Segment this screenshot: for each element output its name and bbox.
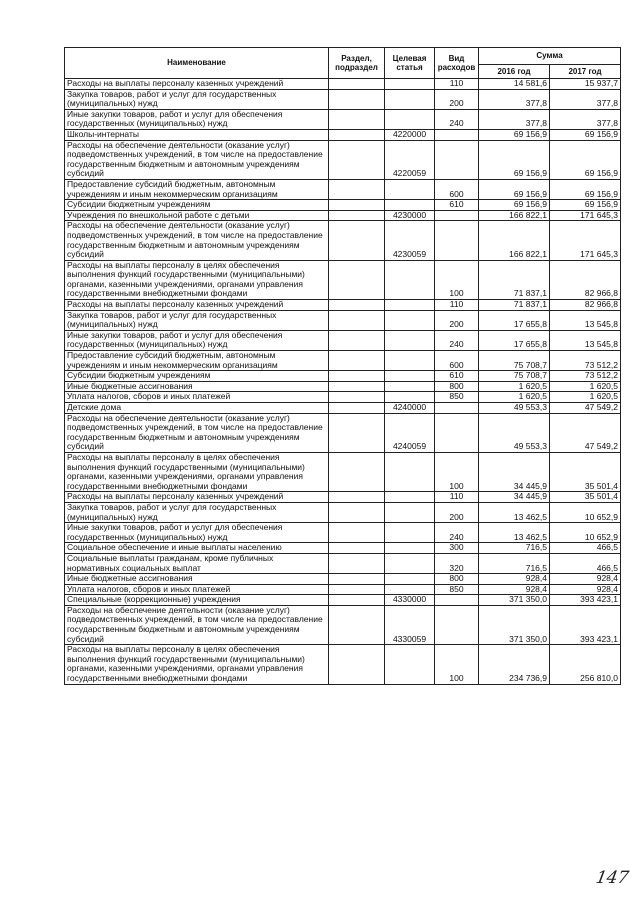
table-row (65, 492, 621, 503)
cell-vr: 800 (435, 381, 479, 392)
cell-name: Закупка товаров, работ и услуг для государственных (муниципальных) нужд (65, 310, 329, 330)
cell-name: Иные закупки товаров, работ и услуг для обеспечения государственных (муниципальных) нужд (65, 109, 329, 129)
table-row (65, 109, 621, 129)
cell-sec (329, 140, 385, 179)
table-row (65, 330, 621, 350)
cell-cs (385, 179, 435, 199)
cell-v2017: 393 423,1 (550, 605, 621, 644)
header-year-2017: 2017 год (550, 65, 621, 79)
cell-name: Закупка товаров, работ и услуг для государственных (муниципальных) нужд (65, 89, 329, 109)
cell-sec (329, 351, 385, 371)
cell-v2016: 1 620,5 (479, 381, 550, 392)
cell-name: Учреждения по внешкольной работе с детьми (65, 210, 329, 221)
cell-v2016: 377,8 (479, 89, 550, 109)
cell-sec (329, 221, 385, 260)
cell-v2016: 716,5 (479, 553, 550, 573)
cell-vr: 800 (435, 574, 479, 585)
cell-vr: 110 (435, 300, 479, 311)
cell-sec (329, 452, 385, 491)
cell-v2016: 716,5 (479, 543, 550, 554)
table-row (65, 381, 621, 392)
cell-name: Предоставление субсидий бюджетным, автономным учреждениям и иным некоммерческим организациям (65, 179, 329, 199)
cell-sec (329, 574, 385, 585)
table-row (65, 645, 621, 684)
cell-vr: 100 (435, 260, 479, 299)
cell-name: Специальные (коррекционные) учреждения (65, 595, 329, 606)
cell-cs: 4330000 (385, 595, 435, 606)
page-number: 147 (594, 868, 631, 888)
table-row (65, 210, 621, 221)
cell-vr: 600 (435, 351, 479, 371)
cell-v2016: 13 462,5 (479, 523, 550, 543)
cell-cs (385, 492, 435, 503)
table-body (65, 79, 621, 685)
table-row (65, 129, 621, 140)
cell-sec (329, 381, 385, 392)
cell-name: Расходы на выплаты персоналу казенных учреждений (65, 79, 329, 90)
cell-cs (385, 109, 435, 129)
cell-vr (435, 210, 479, 221)
cell-cs: 4330059 (385, 605, 435, 644)
cell-cs (385, 330, 435, 350)
cell-v2016: 928,4 (479, 574, 550, 585)
cell-v2016: 69 156,9 (479, 200, 550, 211)
cell-v2017: 47 549,2 (550, 413, 621, 452)
cell-v2017: 69 156,9 (550, 179, 621, 199)
header-sum: Сумма (479, 48, 621, 65)
cell-v2016: 17 655,8 (479, 330, 550, 350)
cell-name: Субсидии бюджетным учреждениям (65, 371, 329, 382)
cell-v2017: 10 652,9 (550, 523, 621, 543)
table-row (65, 300, 621, 311)
cell-vr: 300 (435, 543, 479, 554)
cell-v2016: 14 581,6 (479, 79, 550, 90)
cell-v2017: 393 423,1 (550, 595, 621, 606)
cell-vr: 200 (435, 310, 479, 330)
cell-cs (385, 502, 435, 522)
budget-table (64, 47, 621, 685)
cell-v2017: 82 966,8 (550, 300, 621, 311)
table-row (65, 523, 621, 543)
cell-name: Расходы на обеспечение деятельности (оказание услуг) подведомственных учреждений, в том числе на предоставление государственным бюджетным и автономным учреждениям субсидий (65, 221, 329, 260)
cell-v2017: 69 156,9 (550, 140, 621, 179)
cell-vr: 200 (435, 502, 479, 522)
cell-v2016: 166 822,1 (479, 210, 550, 221)
cell-name: Социальное обеспечение и иные выплаты населению (65, 543, 329, 554)
cell-cs (385, 371, 435, 382)
cell-v2017: 256 810,0 (550, 645, 621, 684)
cell-vr: 110 (435, 492, 479, 503)
cell-sec (329, 413, 385, 452)
cell-v2016: 71 837,1 (479, 260, 550, 299)
table-row (65, 200, 621, 211)
header-section: Раздел, подраздел (329, 48, 385, 79)
cell-vr: 850 (435, 584, 479, 595)
table-row (65, 574, 621, 585)
cell-sec (329, 492, 385, 503)
cell-vr: 100 (435, 452, 479, 491)
cell-name: Расходы на обеспечение деятельности (оказание услуг) подведомственных учреждений, в том числе на предоставление государственным бюджетным и автономным учреждениям субсидий (65, 140, 329, 179)
cell-name: Иные закупки товаров, работ и услуг для обеспечения государственных (муниципальных) нужд (65, 330, 329, 350)
cell-cs (385, 351, 435, 371)
cell-sec (329, 330, 385, 350)
cell-vr (435, 403, 479, 414)
cell-cs (385, 452, 435, 491)
table-row (65, 502, 621, 522)
cell-name: Расходы на выплаты персоналу казенных учреждений (65, 300, 329, 311)
cell-name: Расходы на обеспечение деятельности (оказание услуг) подведомственных учреждений, в том числе на предоставление государственным бюджетным и автономным учреждениям субсидий (65, 605, 329, 644)
cell-vr: 600 (435, 179, 479, 199)
cell-v2016: 69 156,9 (479, 140, 550, 179)
table-row (65, 179, 621, 199)
header-year-2016: 2016 год (479, 65, 550, 79)
cell-sec (329, 553, 385, 573)
cell-v2016: 1 620,5 (479, 392, 550, 403)
cell-cs (385, 392, 435, 403)
cell-cs: 4230000 (385, 210, 435, 221)
cell-v2017: 13 545,8 (550, 330, 621, 350)
cell-vr: 240 (435, 523, 479, 543)
cell-v2016: 49 553,3 (479, 403, 550, 414)
cell-cs (385, 574, 435, 585)
cell-v2016: 234 736,9 (479, 645, 550, 684)
cell-cs: 4240000 (385, 403, 435, 414)
cell-sec (329, 403, 385, 414)
cell-cs (385, 523, 435, 543)
cell-cs (385, 200, 435, 211)
cell-sec (329, 260, 385, 299)
header-name: Наименование (65, 48, 329, 79)
cell-v2016: 371 350,0 (479, 595, 550, 606)
cell-vr: 610 (435, 200, 479, 211)
cell-cs: 4240059 (385, 413, 435, 452)
cell-vr (435, 129, 479, 140)
cell-sec (329, 129, 385, 140)
cell-vr: 320 (435, 553, 479, 573)
table-row (65, 310, 621, 330)
cell-v2017: 466,5 (550, 553, 621, 573)
cell-sec (329, 502, 385, 522)
cell-cs: 4220000 (385, 129, 435, 140)
cell-vr: 240 (435, 330, 479, 350)
cell-v2016: 13 462,5 (479, 502, 550, 522)
cell-name: Субсидии бюджетным учреждениям (65, 200, 329, 211)
cell-name: Школы-интернаты (65, 129, 329, 140)
cell-vr: 850 (435, 392, 479, 403)
cell-v2016: 69 156,9 (479, 129, 550, 140)
cell-cs (385, 381, 435, 392)
table-row (65, 221, 621, 260)
header-target: Целевая статья (385, 48, 435, 79)
cell-cs (385, 300, 435, 311)
cell-v2017: 928,4 (550, 574, 621, 585)
table-row (65, 403, 621, 414)
cell-cs (385, 89, 435, 109)
header-expense-type: Вид расходов (435, 48, 479, 79)
cell-v2016: 34 445,9 (479, 492, 550, 503)
cell-v2017: 171 645,3 (550, 221, 621, 260)
cell-sec (329, 584, 385, 595)
cell-v2016: 928,4 (479, 584, 550, 595)
cell-name: Социальные выплаты гражданам, кроме публичных нормативных социальных выплат (65, 553, 329, 573)
cell-v2016: 75 708,7 (479, 371, 550, 382)
table-row (65, 595, 621, 606)
cell-vr: 610 (435, 371, 479, 382)
cell-v2016: 34 445,9 (479, 452, 550, 491)
cell-vr (435, 595, 479, 606)
cell-v2017: 73 512,2 (550, 371, 621, 382)
cell-v2017: 69 156,9 (550, 129, 621, 140)
cell-v2017: 1 620,5 (550, 392, 621, 403)
cell-v2016: 49 553,3 (479, 413, 550, 452)
cell-vr: 200 (435, 89, 479, 109)
cell-name: Уплата налогов, сборов и иных платежей (65, 392, 329, 403)
table-row (65, 543, 621, 554)
cell-vr (435, 140, 479, 179)
cell-vr: 110 (435, 79, 479, 90)
cell-v2017: 69 156,9 (550, 200, 621, 211)
cell-v2017: 35 501,4 (550, 492, 621, 503)
cell-v2017: 171 645,3 (550, 210, 621, 221)
cell-v2017: 377,8 (550, 89, 621, 109)
cell-name: Иные бюджетные ассигнования (65, 574, 329, 585)
cell-sec (329, 200, 385, 211)
cell-sec (329, 109, 385, 129)
cell-name: Предоставление субсидий бюджетным, автономным учреждениям и иным некоммерческим организациям (65, 351, 329, 371)
cell-v2016: 69 156,9 (479, 179, 550, 199)
cell-cs (385, 645, 435, 684)
cell-v2016: 75 708,7 (479, 351, 550, 371)
cell-sec (329, 543, 385, 554)
cell-v2017: 73 512,2 (550, 351, 621, 371)
cell-sec (329, 523, 385, 543)
table-row (65, 413, 621, 452)
table-row (65, 584, 621, 595)
cell-sec (329, 89, 385, 109)
cell-v2017: 1 620,5 (550, 381, 621, 392)
cell-cs (385, 260, 435, 299)
cell-vr (435, 605, 479, 644)
table-row (65, 89, 621, 109)
cell-v2017: 13 545,8 (550, 310, 621, 330)
cell-cs (385, 553, 435, 573)
table-row (65, 605, 621, 644)
cell-name: Уплата налогов, сборов и иных платежей (65, 584, 329, 595)
cell-sec (329, 371, 385, 382)
cell-v2016: 166 822,1 (479, 221, 550, 260)
table-row (65, 351, 621, 371)
cell-name: Расходы на обеспечение деятельности (оказание услуг) подведомственных учреждений, в том числе на предоставление государственным бюджетным и автономным учреждениям субсидий (65, 413, 329, 452)
cell-v2016: 17 655,8 (479, 310, 550, 330)
table-row (65, 371, 621, 382)
cell-cs: 4220059 (385, 140, 435, 179)
cell-sec (329, 310, 385, 330)
cell-sec (329, 392, 385, 403)
cell-v2017: 928,4 (550, 584, 621, 595)
cell-v2017: 47 549,2 (550, 403, 621, 414)
cell-vr (435, 413, 479, 452)
cell-v2017: 15 937,7 (550, 79, 621, 90)
cell-name: Расходы на выплаты персоналу в целях обеспечения выполнения функций государственными (муниципальными) органами, казенными учреждениями, органами управления государственными внебюджетными фондами (65, 645, 329, 684)
cell-name: Иные бюджетные ассигнования (65, 381, 329, 392)
table-row (65, 392, 621, 403)
cell-sec (329, 179, 385, 199)
cell-sec (329, 595, 385, 606)
cell-v2016: 371 350,0 (479, 605, 550, 644)
table-row (65, 260, 621, 299)
cell-name: Расходы на выплаты персоналу казенных учреждений (65, 492, 329, 503)
cell-v2017: 82 966,8 (550, 260, 621, 299)
cell-vr (435, 221, 479, 260)
cell-v2016: 71 837,1 (479, 300, 550, 311)
cell-sec (329, 605, 385, 644)
table-row (65, 140, 621, 179)
cell-cs: 4230059 (385, 221, 435, 260)
cell-sec (329, 210, 385, 221)
cell-sec (329, 645, 385, 684)
cell-vr: 100 (435, 645, 479, 684)
cell-sec (329, 79, 385, 90)
table-row (65, 553, 621, 573)
cell-cs (385, 310, 435, 330)
cell-name: Расходы на выплаты персоналу в целях обеспечения выполнения функций государственными (муниципальными) органами, казенными учреждениями, органами управления государственными внебюджетными фондами (65, 260, 329, 299)
table-row (65, 79, 621, 90)
cell-v2017: 466,5 (550, 543, 621, 554)
cell-cs (385, 543, 435, 554)
cell-sec (329, 300, 385, 311)
cell-name: Закупка товаров, работ и услуг для государственных (муниципальных) нужд (65, 502, 329, 522)
table-row (65, 452, 621, 491)
cell-name: Иные закупки товаров, работ и услуг для обеспечения государственных (муниципальных) нужд (65, 523, 329, 543)
cell-cs (385, 79, 435, 90)
cell-cs (385, 584, 435, 595)
cell-name: Детские дома (65, 403, 329, 414)
cell-v2017: 10 652,9 (550, 502, 621, 522)
cell-name: Расходы на выплаты персоналу в целях обеспечения выполнения функций государственными (муниципальными) органами, казенными учреждениями, органами управления государственными внебюджетными фондами (65, 452, 329, 491)
cell-v2017: 35 501,4 (550, 452, 621, 491)
cell-v2017: 377,8 (550, 109, 621, 129)
cell-v2016: 377,8 (479, 109, 550, 129)
cell-vr: 240 (435, 109, 479, 129)
